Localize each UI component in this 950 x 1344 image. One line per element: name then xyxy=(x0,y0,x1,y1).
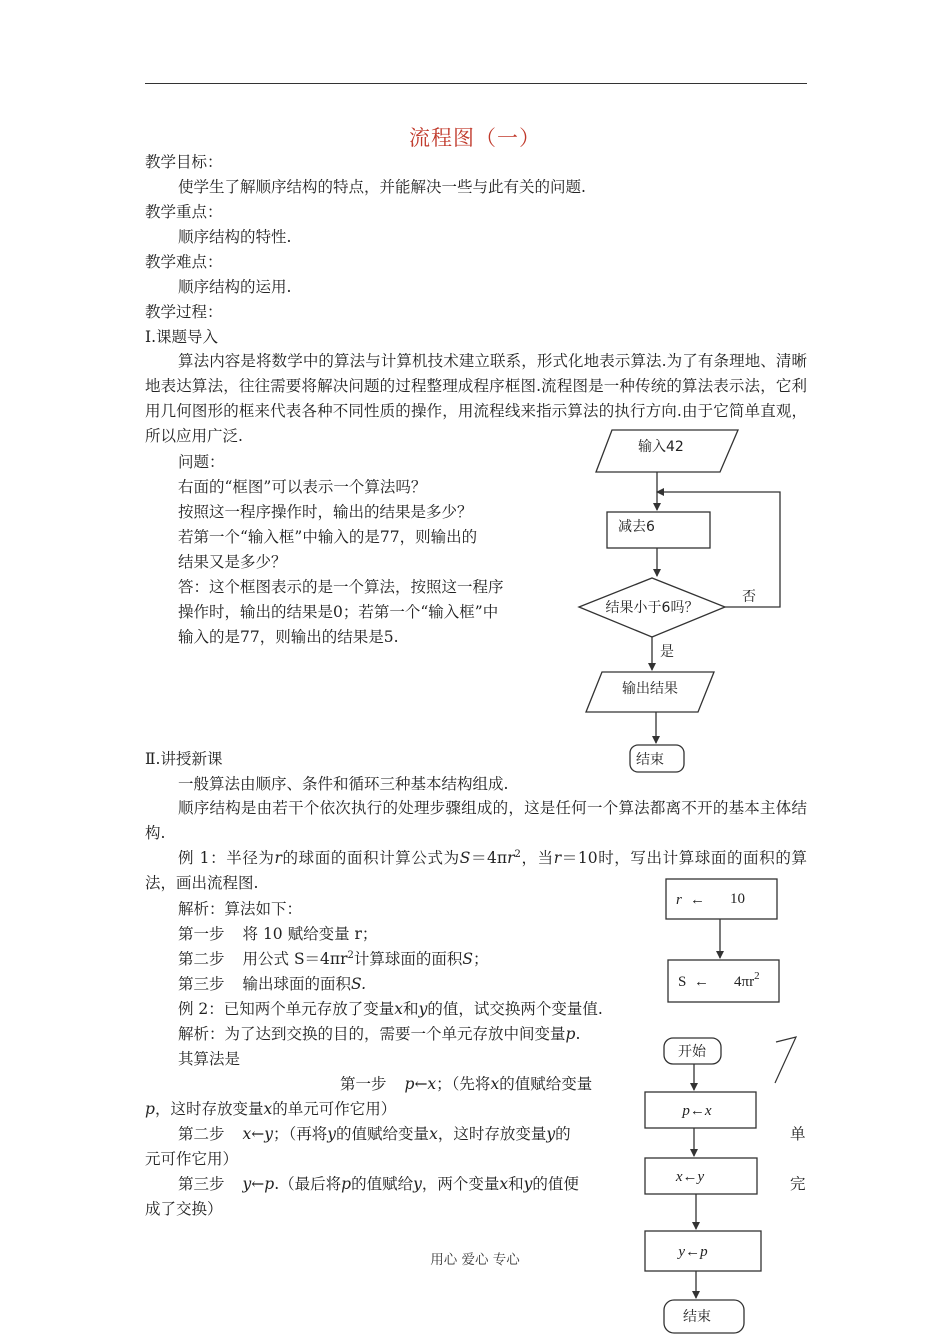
loop-back-line xyxy=(657,492,780,607)
objectives-text: 使学生了解顺序结构的特点，并能解决一些与此有关的问题. xyxy=(178,178,586,196)
section1-intro: 算法内容是将数学中的算法与计算机技术建立联系，形式化地表示算法.为了有条理地、清晰地表达算法，往往需要将解决问题的过程整理成程序框图.流程图是一种传统的算法表示法，它利用几何图形的框来代表各种不同性质的操作，用流程线来指示算法的执行方向.由于它简单直观，所以应用广泛. xyxy=(145,352,807,445)
swap-step-2: 第二步 x←y；（再将y的值赋给变量x，这时存放变量y的 xyxy=(178,1125,571,1143)
start-label: 开始 xyxy=(678,1044,706,1060)
swap-step-1-cont: p，这时存放变量x的单元可作它用） xyxy=(145,1100,397,1118)
no-label: 否 xyxy=(742,589,756,605)
section2-p1: 一般算法由顺序、条件和循环三种基本结构组成. xyxy=(178,775,509,793)
objectives-heading: 教学目标： xyxy=(145,153,223,171)
swap-step-3: 第三步 y←p.（最后将p的值赋给y，两个变量x和y的值便 xyxy=(178,1175,579,1193)
swap-box-1-label: p←x xyxy=(682,1103,712,1119)
subtract-label: 减去6 xyxy=(618,519,655,535)
swap-step-2-cont: 元可作它用） xyxy=(145,1150,239,1168)
answer-line-c: 输入的是77，则输出的结果是5. xyxy=(178,628,399,646)
swap-step-3-cont: 成了交换） xyxy=(145,1200,223,1218)
swap-step-3-tail: 完 xyxy=(790,1175,806,1193)
output-label: 输出结果 xyxy=(622,681,678,697)
question-3b: 结果又是多少？ xyxy=(178,553,287,571)
step-1: 第一步 将 10 赋给变量 r； xyxy=(178,925,378,943)
question-label: 问题： xyxy=(178,453,225,471)
example2-analysis: 解析：为了达到交换的目的，需要一个单元存放中间变量p. xyxy=(178,1025,581,1043)
assign-r-arrow: ← xyxy=(690,892,705,908)
swap-step-1: 第一步 p←x；（先将x的值赋给变量 xyxy=(340,1075,593,1093)
step-3: 第三步 输出球面的面积S. xyxy=(178,975,367,993)
assign-s-arrow: ← xyxy=(694,974,709,990)
footer-motto: 用心 爱心 专心 xyxy=(430,1252,520,1268)
question-1: 右面的“框图”可以表示一个算法吗？ xyxy=(178,478,427,496)
analysis-label: 解析：算法如下： xyxy=(178,900,303,918)
page-title: 流程图（一） xyxy=(409,126,541,150)
section1-heading: Ⅰ.课题导入 xyxy=(145,328,219,346)
process-heading: 教学过程： xyxy=(145,303,223,321)
assign-s-var: S xyxy=(678,974,687,990)
assign-r-box xyxy=(666,879,777,919)
end-label: 结束 xyxy=(636,752,664,768)
input-label: 输入42 xyxy=(638,439,684,455)
focus-text: 顺序结构的特性. xyxy=(178,228,292,246)
algorithm-label: 其算法是 xyxy=(178,1050,241,1068)
answer-line-b: 操作时，输出的结果是0；若第一个“输入框”中 xyxy=(178,603,499,621)
question-3a: 若第一个“输入框”中输入的是77，则输出的 xyxy=(178,528,478,546)
example1-statement: 例 1：半径为r的球面的面积计算公式为$S=4\pi r^2$，当r＝10时，写出计算球面的面积的算法，画出流程图. xyxy=(145,848,807,892)
example2-statement: 例 2：已知两个单元存放了变量x和y的值，试交换两个变量值. xyxy=(178,1000,603,1018)
decision-label: 结果小于6吗？ xyxy=(605,600,699,616)
focus-heading: 教学重点： xyxy=(145,203,223,221)
swap-box-2-label: x←y xyxy=(675,1169,705,1185)
yes-label: 是 xyxy=(660,644,674,660)
assign-r-value: 10 xyxy=(730,891,745,907)
stray-mark xyxy=(775,1037,796,1083)
question-2: 按照这一程序操作时，输出的结果是多少？ xyxy=(178,503,473,521)
end-label: 结束 xyxy=(683,1309,711,1325)
step-2: 第二步 用公式 $S=4\pi r^2$计算球面的面积S； xyxy=(178,949,489,968)
section2-heading: Ⅱ.讲授新课 xyxy=(145,750,223,768)
swap-step-2-tail: 单 xyxy=(790,1125,806,1143)
assign-r-var: r xyxy=(676,892,682,908)
answer-line-a: 答：这个框图表示的是一个算法，按照这一程序 xyxy=(178,578,504,596)
section2-p2: 顺序结构是由若干个依次执行的处理步骤组成的，这是任何一个算法都离不开的基本主体结构. xyxy=(145,799,807,842)
swap-box-3-label: y←p xyxy=(678,1244,708,1260)
difficulty-heading: 教学难点： xyxy=(145,253,223,271)
difficulty-text: 顺序结构的运用. xyxy=(178,278,292,296)
assign-s-value: $4\pi r^2$ xyxy=(734,970,760,990)
flowchart-swap xyxy=(645,1038,761,1333)
